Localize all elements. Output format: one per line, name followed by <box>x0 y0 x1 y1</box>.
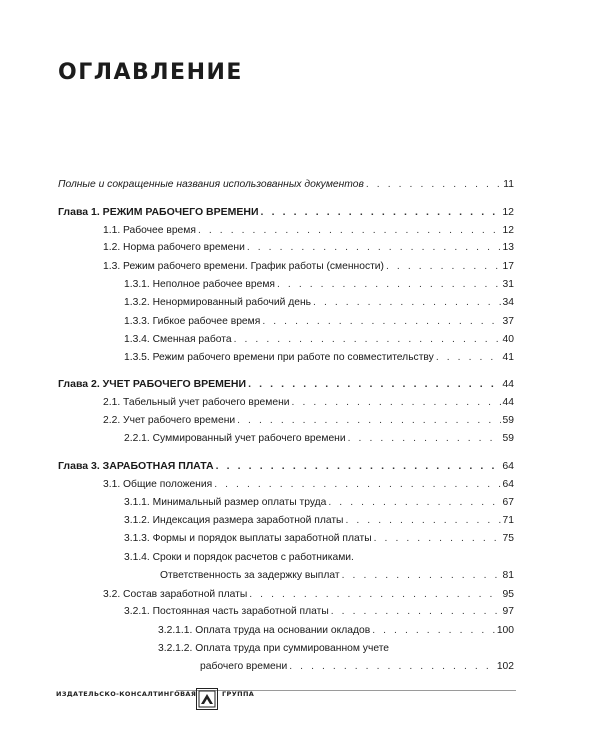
publisher-group: ГРУППА <box>222 690 255 698</box>
toc-entry-page: 12 <box>502 225 514 236</box>
toc-entry[interactable] <box>103 241 514 254</box>
toc-entry[interactable] <box>103 478 514 491</box>
toc-entry-page: 37 <box>502 316 514 327</box>
toc-entry-page: 31 <box>502 279 514 290</box>
publisher-logo-icon <box>196 688 218 710</box>
toc-entry-text: Ответственность за задержку выплат <box>160 570 340 581</box>
toc-entry-text[interactable]: 3.1.4. Сроки и порядок расчетов с работниками. <box>124 552 354 563</box>
toc-entry[interactable] <box>124 296 514 309</box>
toc-entry-text: Полные и сокращенные названия использованных документов <box>58 179 364 190</box>
toc-entry-text: 3.1.1. Минимальный размер оплаты труда <box>124 497 327 508</box>
toc-entry-text: 1.2. Норма рабочего времени <box>103 242 245 253</box>
toc-leader-dots <box>261 206 501 219</box>
publisher-footer <box>56 688 516 714</box>
toc-entry-page: 41 <box>502 352 514 363</box>
toc-entry[interactable] <box>103 588 514 601</box>
toc-leader-dots <box>292 396 501 409</box>
toc-entry-text: рабочего времени <box>200 661 288 672</box>
toc-chapter[interactable] <box>58 206 514 219</box>
toc-leader-dots <box>214 478 500 491</box>
toc-entry-page: 11 <box>503 179 514 190</box>
toc-leader-dots <box>262 315 500 328</box>
toc-entry[interactable] <box>124 432 514 445</box>
toc-entry-text[interactable]: 3.2.1.2. Оплата труда при суммированном учете <box>158 643 390 654</box>
toc-chapter[interactable] <box>58 378 514 391</box>
toc-entry-page: 64 <box>502 460 514 472</box>
toc-leader-dots <box>216 460 501 473</box>
toc-entry-page: 13 <box>502 242 514 253</box>
toc-entry-text: Глава 3. ЗАРАБОТНАЯ ПЛАТА <box>58 460 214 472</box>
toc-entry-text: 1.3.1. Неполное рабочее время <box>124 279 275 290</box>
toc-entry[interactable] <box>200 660 514 673</box>
toc-entry-page: 12 <box>502 206 514 218</box>
toc-entry-text: 1.3.5. Режим рабочего времени при работе по совместительству <box>124 352 434 363</box>
toc-entry-text: 1.3.3. Гибкое рабочее время <box>124 316 261 327</box>
toc-leader-dots <box>198 224 501 237</box>
toc-leader-dots <box>234 333 501 346</box>
toc-entry-page: 59 <box>502 433 514 444</box>
toc-entry-page: 71 <box>502 515 514 526</box>
toc-entry-text: 3.2.1. Постоянная часть заработной платы <box>124 606 329 617</box>
toc-leader-dots <box>249 588 500 601</box>
toc-entry-page: 64 <box>502 479 514 490</box>
toc-entry[interactable] <box>124 514 514 527</box>
toc-entry[interactable] <box>124 605 514 618</box>
toc-entry[interactable] <box>158 624 514 637</box>
toc-entry-text: 2.1. Табельный учет рабочего времени <box>103 397 290 408</box>
toc-entry-page: 95 <box>502 589 514 600</box>
toc-entry[interactable] <box>103 224 514 237</box>
toc-entry[interactable] <box>124 315 514 328</box>
toc-leader-dots <box>328 496 500 509</box>
toc-entry-page: 75 <box>502 533 514 544</box>
toc-entry-page: 44 <box>502 378 514 390</box>
toc-entry-text: Глава 2. УЧЕТ РАБОЧЕГО ВРЕМЕНИ <box>58 378 247 390</box>
toc-leader-dots <box>345 514 500 527</box>
toc-entry[interactable] <box>124 351 514 364</box>
toc-entry[interactable] <box>103 260 514 273</box>
toc-leader-dots <box>237 414 500 427</box>
toc-entry-text: 3.2.1.1. Оплата труда на основании окладов <box>158 625 371 636</box>
toc-entry[interactable] <box>160 569 514 582</box>
toc-entry-page: 81 <box>502 570 514 581</box>
toc-entry[interactable] <box>103 396 514 409</box>
toc-entry-page: 100 <box>496 625 514 636</box>
toc-entry[interactable] <box>124 496 514 509</box>
toc-entry-page: 59 <box>502 415 514 426</box>
toc-leader-dots <box>248 378 500 391</box>
toc-entry-page: 102 <box>496 661 514 672</box>
toc-entry-text: 1.3. Режим рабочего времени. График работы (сменности) <box>103 261 384 272</box>
toc-entry-page: 17 <box>502 261 514 272</box>
toc-entry-page: 44 <box>502 397 514 408</box>
toc-entry-text: 3.1. Общие положения <box>103 479 213 490</box>
toc-entry-page: 97 <box>502 606 514 617</box>
publisher-name: ИЗДАТЕЛЬСКО-КОНСАЛТИНГОВАЯ <box>56 690 197 698</box>
toc-entry-text: 2.2. Учет рабочего времени <box>103 415 236 426</box>
toc-entry-page: 40 <box>502 334 514 345</box>
toc-leader-dots <box>348 432 501 445</box>
page-title: ОГЛАВЛЕНИЕ <box>58 60 243 85</box>
toc-leader-dots <box>247 241 501 254</box>
toc-leader-dots <box>372 624 495 637</box>
toc-leader-dots <box>386 260 501 273</box>
toc-entry[interactable] <box>124 278 514 291</box>
toc-entry[interactable] <box>124 532 514 545</box>
toc-entry-text: Глава 1. РЕЖИМ РАБОЧЕГО ВРЕМЕНИ <box>58 206 259 218</box>
toc-entry[interactable] <box>124 333 514 346</box>
toc-entry-text: 2.2.1. Суммированный учет рабочего времени <box>124 433 346 444</box>
toc-entry[interactable] <box>58 178 514 191</box>
toc-entry-text: 3.1.3. Формы и порядок выплаты заработной платы <box>124 533 372 544</box>
toc-entry-text: 1.3.4. Сменная работа <box>124 334 232 345</box>
toc-leader-dots <box>374 532 501 545</box>
toc-leader-dots <box>331 605 501 618</box>
toc-leader-dots <box>342 569 501 582</box>
toc-entry-text: 3.1.2. Индексация размера заработной платы <box>124 515 344 526</box>
toc-entry-text: 1.1. Рабочее время <box>103 225 196 236</box>
toc-entry[interactable] <box>103 414 514 427</box>
toc-leader-dots <box>277 278 501 291</box>
toc-entry-text: 3.2. Состав заработной платы <box>103 589 248 600</box>
toc-leader-dots <box>366 178 501 191</box>
toc-entry-page: 34 <box>502 297 514 308</box>
toc-leader-dots <box>289 660 495 673</box>
toc-leader-dots <box>436 351 501 364</box>
toc-entry-text: 1.3.2. Ненормированный рабочий день <box>124 297 312 308</box>
toc-leader-dots <box>313 296 500 309</box>
toc-entry-page: 67 <box>502 497 514 508</box>
toc-chapter[interactable] <box>58 460 514 473</box>
